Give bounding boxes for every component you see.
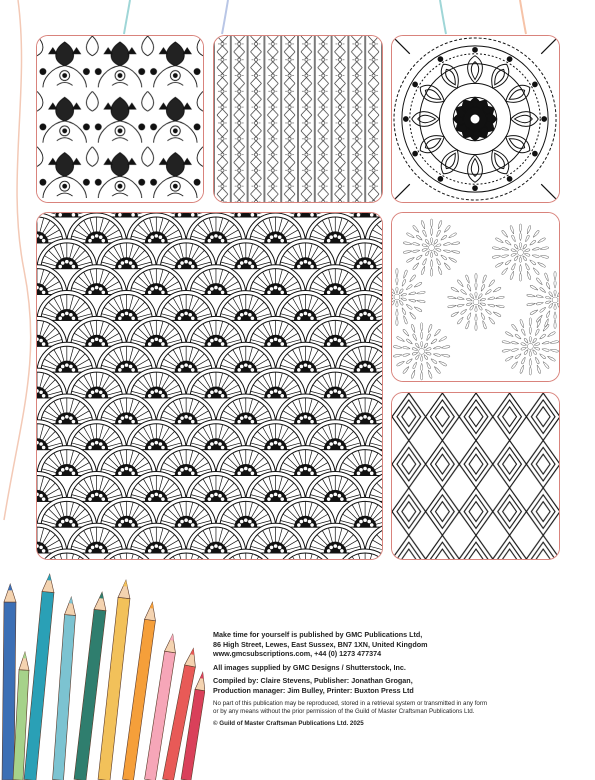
colophon: [213, 630, 553, 732]
credits-line-2: Production manager: Jim Bulley, Printer: Buxton Press Ltd: [213, 685, 414, 695]
floral-damask-tile: [36, 35, 204, 203]
geometric-diamond-tile: [391, 392, 560, 560]
contact-line[interactable]: www.gmcsubscriptions.com, +44 (0) 1273 477374: [213, 649, 382, 659]
copyright-notice: © Guild of Master Craftsman Publications Ltd. 2025: [213, 719, 364, 727]
lace-stripes-tile: [213, 35, 383, 203]
art-deco-fan-tile: [36, 212, 383, 560]
publisher-line: Make time for yourself is published by GMC Publications Ltd,: [213, 630, 423, 639]
legal-line-1: No part of this publication may be reproduced, stored in a retrieval system or transmitted in any form: [213, 699, 488, 707]
floral-damask-pattern: [37, 36, 203, 202]
art-deco-fan-pattern: [37, 213, 382, 559]
colored-pencils-illustration: [0, 570, 205, 780]
mandala-pattern: [392, 36, 559, 202]
image-credit: All images supplied by GMC Designs / Shutterstock, Inc.: [213, 662, 406, 672]
address-line: 86 High Street, Lewes, East Sussex, BN7 1XN, United Kingdom: [213, 639, 428, 649]
vertical-lace-stripes-pattern: [214, 36, 382, 202]
geometric-diamond-pattern: [392, 393, 559, 559]
flower-outline-tile: [391, 212, 560, 382]
flower-mandala-outline-pattern: [392, 213, 559, 381]
mandala-tile: [391, 35, 560, 203]
credits-line-1: Compiled by: Claire Stevens, Publisher: Jonathan Grogan,: [213, 676, 413, 686]
legal-line-2: or by any means without the prior permission of the Guild of Master Craftsman Publications Ltd.: [213, 707, 475, 715]
